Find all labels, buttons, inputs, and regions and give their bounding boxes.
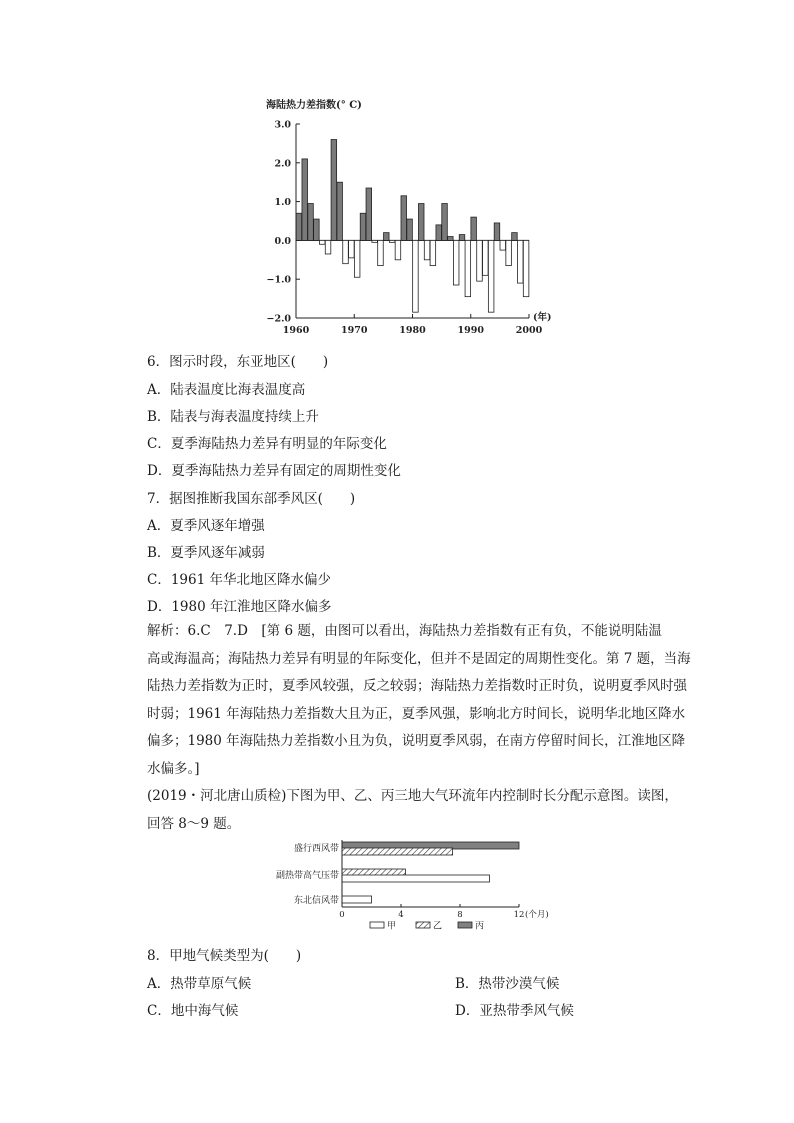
- x-tick-label: 8: [457, 910, 463, 920]
- index-bar: [401, 196, 407, 241]
- duration-bar: [342, 875, 490, 882]
- explanation-paragraph: [147, 618, 691, 784]
- index-bar: [296, 213, 302, 240]
- sea-land-thermal-index-chart: [258, 94, 578, 344]
- index-bar: [308, 204, 314, 241]
- x-tick-label: 1980: [399, 325, 426, 336]
- index-bar: [319, 240, 325, 244]
- legend-swatch: [458, 922, 472, 928]
- x-axis-label: (个月): [525, 910, 549, 920]
- index-bar: [407, 219, 413, 240]
- index-bar: [453, 240, 459, 285]
- intro-line: 回答 8～9 题。: [147, 815, 241, 832]
- intro-paragraph: [147, 783, 678, 838]
- y-tick-label: 3.0: [274, 119, 291, 131]
- x-axis-label: (年): [533, 312, 552, 323]
- legend-label: 甲: [387, 921, 397, 932]
- x-tick-label: 4: [398, 910, 404, 920]
- x-tick-label: 1960: [282, 325, 310, 336]
- index-bar: [488, 240, 494, 312]
- index-bar: [331, 140, 337, 241]
- index-bar: [378, 240, 384, 265]
- index-bar: [442, 204, 448, 241]
- index-bar: [395, 240, 401, 259]
- y-tick-label: −2.0: [266, 313, 291, 325]
- index-bar: [477, 240, 483, 281]
- y-tick-label: 0.0: [274, 235, 291, 247]
- index-bar: [494, 223, 500, 240]
- question-8-stem: 8．甲地气候类型为( ): [147, 948, 302, 964]
- index-bar: [418, 204, 424, 241]
- explanation-line: 时弱；1961 年海陆热力差指数大且为正，夏季风强，影响北方时间长，说明华北地区降水: [147, 705, 686, 722]
- question-7-option-d: D．1980 年江淮地区降水偏多: [147, 599, 332, 615]
- index-bar: [413, 240, 419, 312]
- index-bar: [314, 219, 320, 240]
- index-bar: [465, 240, 471, 296]
- category-label: 副热带高气压带: [275, 871, 339, 881]
- index-bar: [349, 240, 355, 257]
- legend-swatch: [416, 922, 430, 928]
- legend-label: 丙: [475, 921, 485, 932]
- index-bar: [471, 217, 477, 240]
- index-bar: [354, 240, 360, 277]
- index-bar: [360, 213, 366, 240]
- x-tick-label: 1970: [341, 325, 368, 336]
- question-6-option-a: A．陆表温度比海表温度高: [147, 382, 306, 398]
- index-bar: [436, 225, 442, 241]
- question-6-option-d: D．夏季海陆热力差异有固定的周期性变化: [147, 463, 401, 479]
- question-6-option-c: C．夏季海陆热力差异有明显的年际变化: [147, 436, 387, 452]
- index-bar: [517, 240, 523, 283]
- question-6-stem: 6．图示时段，东亚地区( ): [147, 354, 329, 370]
- index-bar: [372, 240, 378, 242]
- y-tick-label: 1.0: [274, 197, 291, 209]
- index-bar: [366, 188, 372, 240]
- category-label: 东北信风带: [293, 896, 339, 906]
- x-tick-label: 0: [339, 910, 345, 920]
- index-bar: [389, 240, 395, 242]
- explanation-line: 高或海温高；海陆热力差异有明显的年际变化，但并不是固定的周期性变化。第 7 题，当海: [147, 650, 691, 667]
- index-bar: [384, 233, 390, 241]
- index-bar: [343, 240, 349, 263]
- index-bar: [424, 240, 430, 259]
- question-8-option-b: B．热带沙漠气候: [455, 976, 560, 992]
- index-bar: [523, 240, 529, 296]
- intro-line: (2019・河北唐山质检)下图为甲、乙、丙三地大气环流年内控制时长分配示意图。读图，: [147, 788, 678, 804]
- circulation-duration-chart: [270, 838, 550, 938]
- x-tick-label: 12: [513, 910, 525, 920]
- explanation-line: 水偏多。]: [147, 760, 200, 777]
- question-7-option-a: A．夏季风逐年增强: [147, 518, 265, 534]
- question-8-option-a: A．热带草原气候: [147, 976, 252, 992]
- question-7-option-b: B．夏季风逐年减弱: [147, 545, 265, 561]
- question-7-stem: 7．据图推断我国东部季风区( ): [147, 491, 356, 507]
- index-bar: [337, 182, 343, 240]
- chart1-title: 海陆热力差指数(° C): [266, 100, 362, 111]
- index-bar: [448, 237, 454, 241]
- index-bar: [459, 235, 465, 241]
- question-7-option-c: C．1961 年华北地区降水偏少: [147, 572, 331, 588]
- question-8-option-d: D．亚热带季风气候: [455, 1003, 574, 1019]
- question-6-option-b: B．陆表与海表温度持续上升: [147, 409, 319, 425]
- index-bar: [483, 240, 489, 275]
- x-tick-label: 1990: [457, 325, 484, 336]
- explanation-line: 偏多；1980 年海陆热力差指数小且为负，说明夏季风弱，在南方停留时间长，江淮地区降: [147, 733, 686, 750]
- legend-swatch: [370, 922, 384, 928]
- index-bar: [430, 240, 436, 265]
- y-tick-label: −1.0: [266, 274, 291, 286]
- y-tick-label: 2.0: [274, 158, 291, 170]
- x-tick-label: 2000: [515, 325, 543, 336]
- index-bar: [506, 240, 512, 265]
- index-bar: [302, 159, 308, 240]
- legend-label: 乙: [433, 921, 443, 932]
- question-8-option-c: C．地中海气候: [147, 1003, 239, 1019]
- duration-bar: [342, 896, 372, 903]
- explanation-line: 解析：6.C 7.D [第 6 题，由图可以看出，海陆热力差指数有正有负，不能说明陆温: [147, 623, 662, 639]
- category-label: 盛行西风带: [293, 844, 339, 854]
- index-bar: [512, 233, 518, 241]
- index-bar: [325, 240, 331, 254]
- explanation-line: 陆热力差指数为正时，夏季风较强，反之较弱；海陆热力差指数时正时负，说明夏季风时强: [147, 678, 687, 695]
- duration-bar: [342, 848, 453, 855]
- index-bar: [500, 240, 506, 250]
